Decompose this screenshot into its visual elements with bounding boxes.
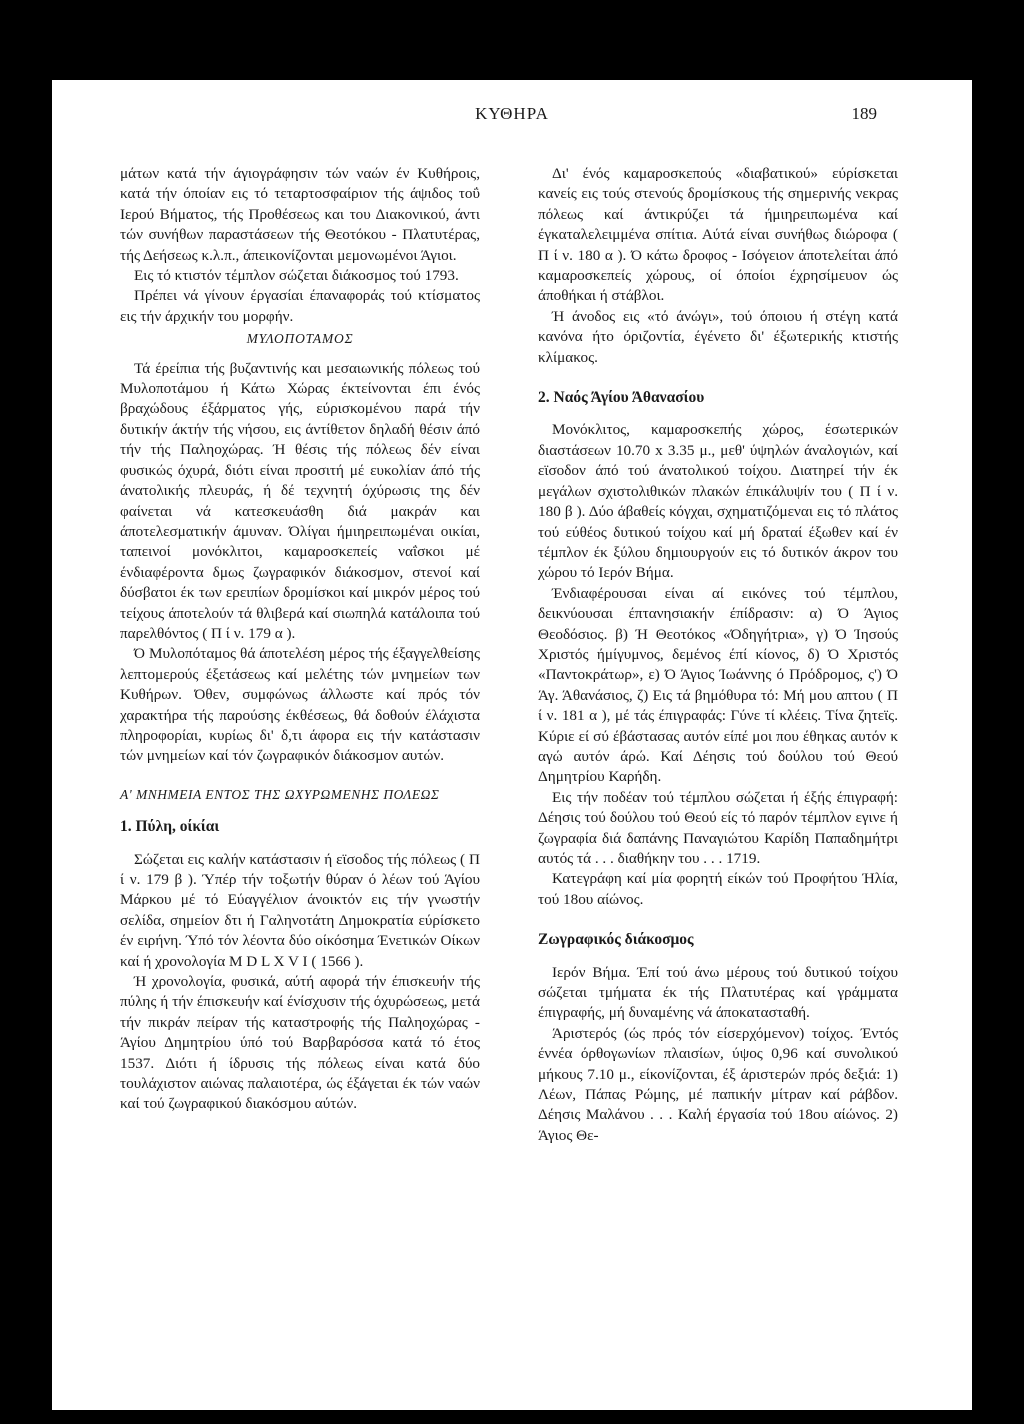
section-heading-monuments: Α' ΜΝΗΜΕΙΑ ΕΝΤΟΣ ΤΗΣ ΩΧΥΡΩΜΕΝΗΣ ΠΟΛΕΩΣ [120,786,440,802]
paragraph: Ένδιαφέρουσαι είναι αί εικόνες τού τέμπλου, δεικνύουσαι έπτανησιακήν έπίδρασιν: α) Ό Άγιος Θεοδόσιος. β) Ή Θεοτόκος «Όδηγήτρια», γ) Ό Ίησούς Χριστός ήμίγυμνος, δεμένος έπί κίονος, δ) Ό Χριστός «Παντοκράτωρ», ε) Ό Άγιος Ίωάννης ό Πρόδρομος, ς') Ό Άγ. Άθανάσιος, ζ) Εις τά βημόθυρα τό: Μή μου απτου ( Π ί ν. 181 α ), μέ τάς έπιγραφάς: Γύνε τί κλέεις. Τίνα ζητεϊς. Κύριε εί σύ έβάστασας αυτόν είπέ μοι που έθηκας αυτόν κ αγώ αυτόν άρώ. Καί Δέησις τού δούλου τού Θεού Δημητρίου Καρήδη. [538,584,898,786]
subsection-heading-agios-athanasios: 2. Ναός Άγίου Άθανασίου [538,389,705,407]
paragraph: Μονόκλιτος, καμαροσκεπής χώρος, έσωτερικών διαστάσεων 10.70 x 3.35 μ., μεθ' ύψηλών άναλογιών, καί εϊσοδον άπό τού άνατολικού τοίχου. Διατηρεί τήν έκ μεγάλων σχιστολιθικών πλακών έπικάλυψίν του ( Π ί ν. 180 β ). Δύο άβαθείς κόγχαι, σχηματιζόμεναι εις τό πλάτος τού εύθέος δυτικού τοίχου καί μή δραταί έξωθεν καί έν τέμπλον έκ ξύλου δημιουργούν εις τό δυτικόν άκρον του χώρου τό Ιερόν Βήμα. [538,421,898,582]
paragraph: μάτων κατά τήν άγιογράφησιν τών ναών έν Κυθήροις, κατά τήν όποίαν εις τό τεταρτοσφαίριον τής άψιδος τοΰ Ιερού Βήματος, τής Προθέσεως και του Διακονικού, άντι τών συνήθων παραστάσεων τής Θεοτόκου - Πλατυτέρας, τής Δεήσεως κ.λ.π., άπεικονίζονται μεμονωμένοι Άγιοι. [120,165,480,264]
paragraph: Δι' ένός καμαροσκεπούς «διαβατικού» εύρίσκεται κανείς εις τούς στενούς δρομίσκους τής σημερινής νεκρας πόλεως καί άντικρύζει τά ήμιηρειπωμένα καί έγκαταλελειμμένα σπίτια. Αύτά είναι συνήθως διώροφα ( Π ί ν. 180 α ). Ό κάτω δροφος - Ισόγειον άποτελείται άπό καμαροσκεπείς χώρους, οί όποίοι έχρησίμευον ώς άποθήκαι ή στάβλοι. [538,165,898,305]
subsection-heading-painted-decoration: Ζωγραφικός διάκοσμος [538,931,694,949]
paragraph: Πρέπει νά γίνουν έργασίαι έπαναφοράς τού κτίσματος εις τήν άρχικήν του μορφήν. [120,287,480,325]
paragraph: Εις τήν ποδέαν τού τέμπλου σώζεται ή έξής έπιγραφή: Δέησις τού δούλου τού Θεού είς τό παρόν τέμπλον εγινε ή ζωγραφία διά δαπάνης Παναγιώτου Καρίδη Παπαδημήτρι αυτός τά . . . διαθήκην του . . . 1719. [538,788,898,867]
paragraph: Κατεγράφη καί μία φορητή είκών τού Προφήτου Ήλία, τού 18ου αίώνος. [538,870,898,908]
paragraph: Εις τό κτιστόν τέμπλον σώζεται διάκοσμος τού 1793. [134,267,459,285]
paragraph: Τά έρείπια τής βυζαντινής και μεσαιωνικής πόλεως τού Μυλοποτάμου ή Κάτω Χώρας έκτείνονται έπι ένός βραχώδους έξάρματος γής, εύρισκομένου παρά τήν δυτικήν άκτήν τής νήσου, εις άντίθετον δηλαδή θέσιν άπό τήν τής Παληοχώρας. Ή θέσις τής πόλεως δέν είναι φυσικώς όχυρά, διότι είναι προσιτή μέ ευκολίαν άπό τής άνατολικής πλευράς, ή δέ τεχνητή όχύρωσις της δέν φαίνεται νά κατεσκευάσθη διά μακράν και άποτελεσματικήν άμυναν. Όλίγαι ήμιηρειπωμέναι οικίαι, ταπεινοί μονόκλιτοι, καμαροσκεπείς ναΐσκοι μέ ένδιαφέροντα δμως ζωγραφικόν διάκοσμον, στενοί καί δύσβατοι έκ των ερειπίων δρομίσκοι καί μικρόν μέρος τού τείχους άποτελούν τά θλιβερά καί σιωπηλά κατάλοιπα τού παρελθόντος ( Π ί ν. 179 α ). [120,359,480,642]
subsection-heading-gate: 1. Πύλη, οίκίαι [120,818,220,836]
running-head-title: ΚΥΘΗΡΑ [475,104,549,123]
left-column [120,164,480,1115]
paragraph: Άριστερός (ώς πρός τόν είσερχόμενον) τοίχος. Έντός έννέα όρθογωνίων πλαισίων, ύψος 0,96 καί συνολικού μήκους 7.10 μ., είκονίζονται, έξ άριστερών πρός δεξιά: 1) Λέων, Πάπας Ρώμης, μέ παπικήν μίτραν καί ράβδον. Δέησις Μαλάνου . . . Καλή έργασία τού 18ου αίώνος. 2) Άγιος Θε- [538,1024,898,1144]
paragraph: Ιερόν Βήμα. Έπί τού άνω μέρους τού δυτικού τοίχου σώζεται τμήματα έκ τής Πλατυτέρας καί γράμματα έπιγραφής, μή δυναμένης νά άποκατασταθή. [538,963,898,1022]
paragraph: Ή άνοδος εις «τό άνώγι», τού όποιου ή στέγη κατά κανόνα ήτο όριζοντία, έγένετο δι' έξωτερικής κτιστής κλίμακος. [538,307,898,366]
book-page [52,80,972,1410]
page-number: 189 [851,104,877,123]
section-heading-mylopotamos: ΜΥΛΟΠΟΤΑΜΟΣ [246,331,354,347]
paragraph: Ή χρονολογία, φυσικά, αύτή αφορά τήν έπισκευήν τής πύλης ή τήν έπισκευήν καί ένίσχυσιν τής όχυρώσεως, μετά τήν πικράν πείραν τής καταστροφής τής Παληοχώρας - Άγίου Δημητρίου ύπό τού Βαρβαρόσσα κατά τό έτος 1537. Διότι ή ίδρυσις τής πόλεως είναι κατά δύο τουλάχιστον αιώνας παλαιοτέρα, ώς έξάγεται έκ τών ναών καί τού ζωγραφικού διακόσμου αύτών. [120,973,480,1113]
paragraph: Ό Μυλοπόταμος θά άποτελέση μέρος τής έξαγγελθείσης λεπτομερούς έξετάσεως καί μελέτης τών μνημείων των Κυθήρων. Όθεν, συμφώνως άλλωστε καί πρός τόν χαρακτήρα τής παρούσης έκθέσεως, θά δοθούν έλάχιστα πληροφορίαι, κυρίως δι' δ,τι άφορα εις τήν κατάστασιν τών μνημείων καί τόν ζωγραφικόν διάκοσμον αυτών. [120,645,480,765]
right-column [538,164,898,1146]
paragraph: Σώζεται εις καλήν κατάστασιν ή εϊσοδος τής πόλεως ( Π ί ν. 179 β ). Ύπέρ τήν τοξωτήν θύραν ό λέων τού Άγίου Μάρκου μέ τό Εύαγγέλιον άνοικτόν εις τήν γνωστήν σελίδα, σημείον δτι ή Γαληνοτάτη Δημοκρατία εύρίσκετο έν ειρήνη. Ύπό τόν λέοντα δύο οίκόσημα Ένετικών Οίκων καί ή χρονολογία M D L X V I ( 1566 ). [120,850,480,970]
